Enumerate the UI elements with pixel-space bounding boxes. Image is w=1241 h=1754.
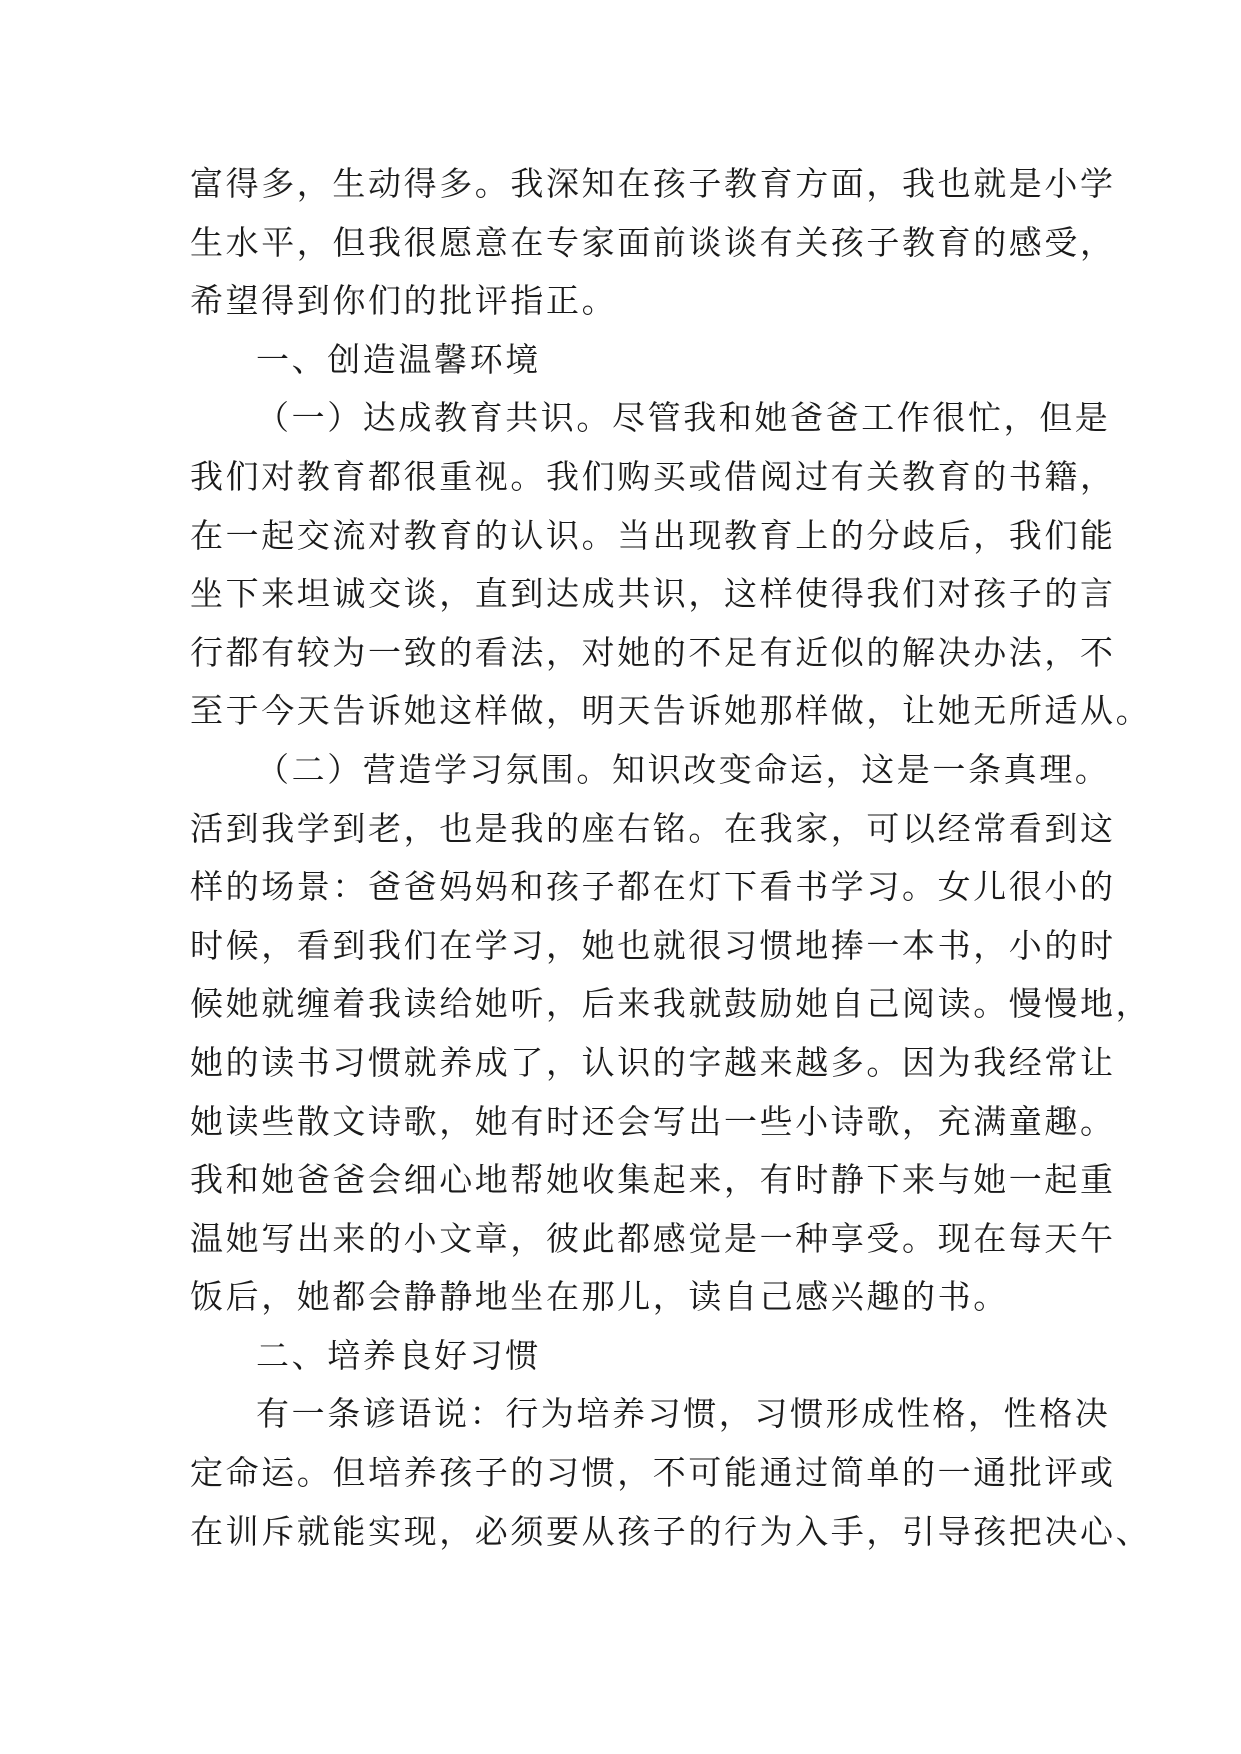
text-line: 候她就缠着我读给她听，后来我就鼓励她自己阅读。慢慢地， bbox=[190, 984, 1152, 1024]
text-line: 她的读书习惯就养成了，认识的字越来越多。因为我经常让 bbox=[190, 1042, 1116, 1082]
section-heading: 二、培养良好习惯 bbox=[256, 1335, 541, 1375]
text-line: 生水平，但我很愿意在专家面前谈谈有关孩子教育的感受， bbox=[190, 222, 1116, 262]
text-line: 希望得到你们的批评指正。 bbox=[190, 281, 618, 321]
text-line: 我们对教育都很重视。我们购买或借阅过有关教育的书籍， bbox=[190, 456, 1116, 496]
document-body bbox=[190, 155, 1152, 1561]
text-line: 在一起交流对教育的认识。当出现教育上的分歧后，我们能 bbox=[190, 515, 1116, 555]
section-heading: 一、创造温馨环境 bbox=[256, 339, 541, 379]
text-line: 温她写出来的小文章，彼此都感觉是一种享受。现在每天午 bbox=[190, 1218, 1116, 1258]
text-line: 定命运。但培养孩子的习惯，不可能通过简单的一通批评或 bbox=[190, 1453, 1116, 1493]
text-line: 她读些散文诗歌，她有时还会写出一些小诗歌，充满童趣。 bbox=[190, 1101, 1116, 1141]
text-line: 样的场景：爸爸妈妈和孩子都在灯下看书学习。女儿很小的 bbox=[190, 867, 1116, 907]
text-line: 我和她爸爸会细心地帮她收集起来，有时静下来与她一起重 bbox=[190, 1160, 1116, 1200]
text-line: （二）营造学习氛围。知识改变命运，这是一条真理。 bbox=[256, 749, 1111, 789]
text-line: 富得多，生动得多。我深知在孩子教育方面，我也就是小学 bbox=[190, 164, 1116, 203]
text-line: 有一条谚语说：行为培养习惯，习惯形成性格，性格决 bbox=[256, 1394, 1111, 1434]
text-line: 至于今天告诉她这样做，明天告诉她那样做，让她无所适从。 bbox=[190, 691, 1152, 731]
text-line: 饭后，她都会静静地坐在那儿，读自己感兴趣的书。 bbox=[190, 1277, 1009, 1317]
text-line: 坐下来坦诚交谈，直到达成共识，这样使得我们对孩子的言 bbox=[190, 574, 1116, 614]
text-line: 活到我学到老，也是我的座右铭。在我家，可以经常看到这 bbox=[190, 808, 1116, 848]
text-line: 行都有较为一致的看法，对她的不足有近似的解决办法，不 bbox=[190, 632, 1116, 672]
text-line: 时候，看到我们在学习，她也就很习惯地捧一本书，小的时 bbox=[190, 925, 1116, 965]
text-line: 在训斥就能实现，必须要从孩子的行为入手，引导孩把决心、 bbox=[190, 1511, 1152, 1551]
text-line: （一）达成教育共识。尽管我和她爸爸工作很忙，但是 bbox=[256, 398, 1111, 438]
